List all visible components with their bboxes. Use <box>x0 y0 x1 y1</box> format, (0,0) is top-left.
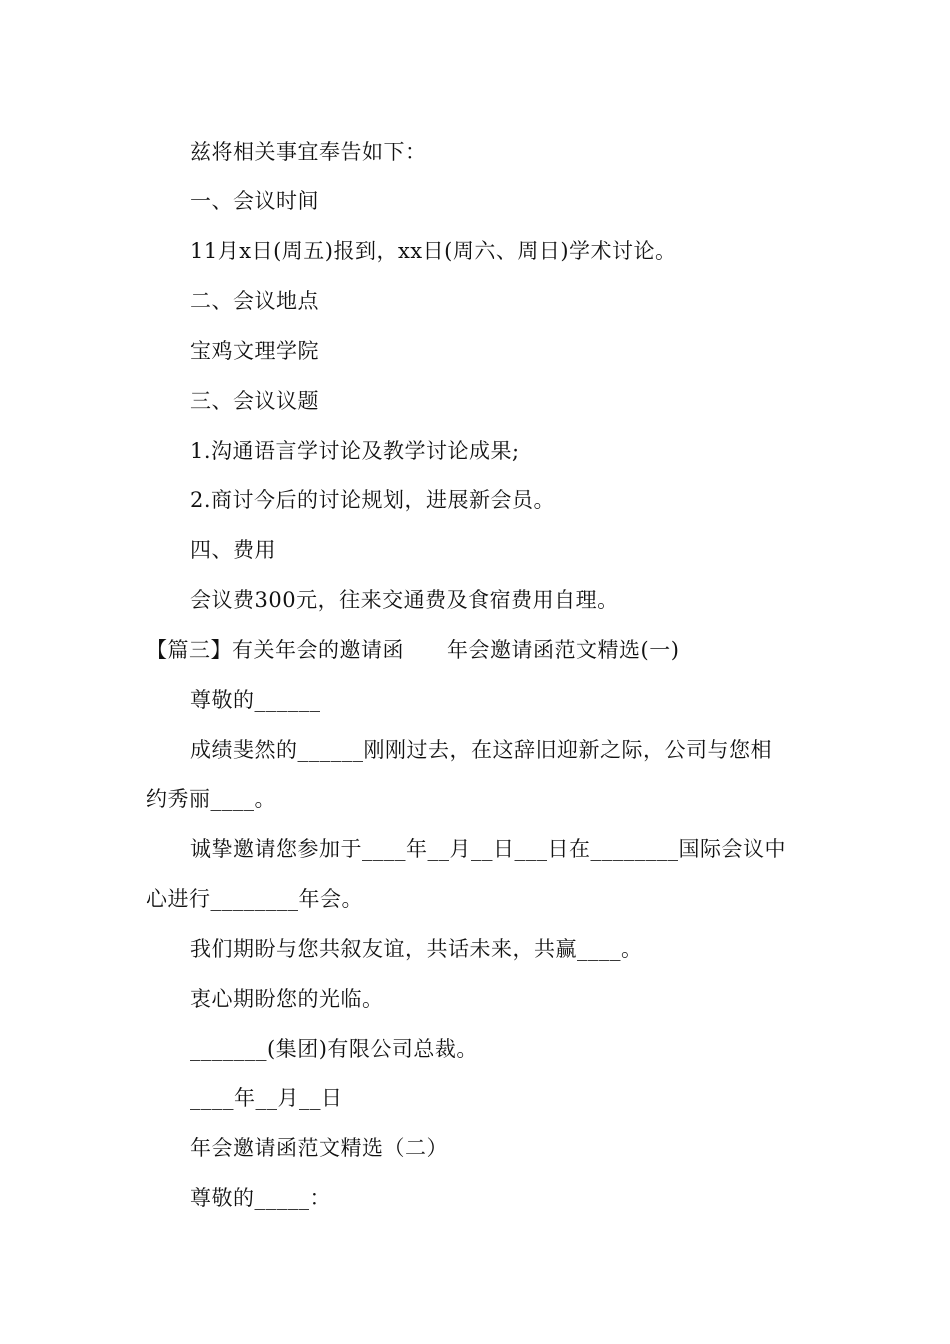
heading-meeting-time: 一、会议时间 <box>190 189 319 213</box>
paragraph-intro: 兹将相关事宜奉告如下： <box>190 140 427 164</box>
heading-meeting-topics: 三、会议议题 <box>190 389 319 413</box>
paragraph-invitation-cont: 心进行________年会。 <box>146 887 363 911</box>
heading-fees: 四、费用 <box>190 538 276 562</box>
paragraph-meeting-time: 11月x日(周五)报到，xx日(周六、周日)学术讨论。 <box>190 239 677 263</box>
paragraph-meeting-location: 宝鸡文理学院 <box>190 339 319 363</box>
salutation: 尊敬的______ <box>190 688 321 712</box>
paragraph-expectation: 我们期盼与您共叙友谊，共话未来，共赢____。 <box>190 937 643 961</box>
paragraph-achievements-cont: 约秀丽____。 <box>146 787 276 811</box>
paragraph-invitation: 诚挚邀请您参加于____年__月__日___日在________国际会议中 <box>190 837 786 861</box>
heading-meeting-location: 二、会议地点 <box>190 289 319 313</box>
salutation-sample2: 尊敬的_____： <box>190 1186 331 1210</box>
paragraph-fees: 会议费300元，往来交通费及食宿费用自理。 <box>190 588 619 612</box>
signature-company: _______(集团)有限公司总裁。 <box>190 1037 478 1061</box>
list-item-topic-2: 2.商讨今后的讨论规划，进展新会员。 <box>190 488 556 512</box>
section-title-part3: 【篇三】有关年会的邀请函 年会邀请函范文精选(一) <box>146 638 680 662</box>
paragraph-closing: 衷心期盼您的光临。 <box>190 987 384 1011</box>
section-title-sample2: 年会邀请函范文精选（二） <box>190 1136 448 1160</box>
list-item-topic-1: 1.沟通语言学讨论及教学讨论成果; <box>190 439 520 463</box>
signature-date: ____年__月__日 <box>190 1086 343 1110</box>
paragraph-achievements: 成绩斐然的______刚刚过去，在这辞旧迎新之际，公司与您相 <box>190 738 772 762</box>
